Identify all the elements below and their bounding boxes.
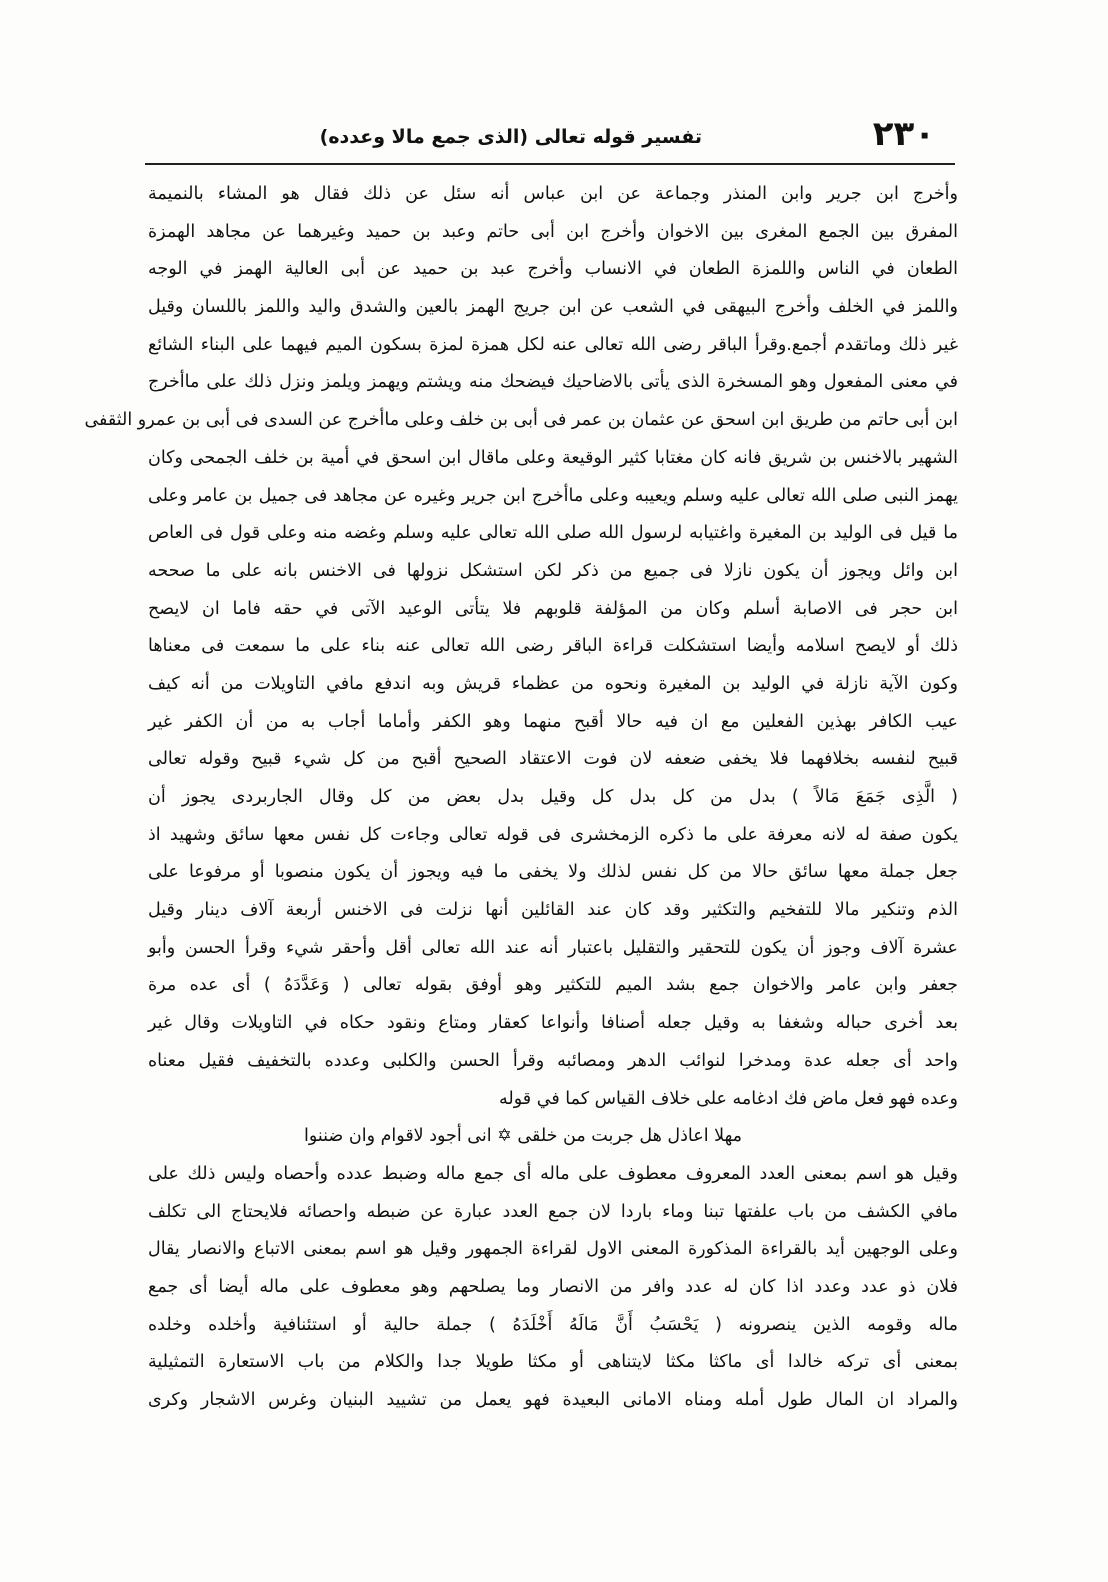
- text-line: والمراد ان المال طول أمله ومناه الامانى البعيدة فهو يعمل من تشييد البنيان وغرس الاشجار وكرى: [148, 1390, 958, 1410]
- text-line: عشرة آلاف وجوز أن يكون للتحقير والتقليل باعتبار أنه عند الله تعالى أقل وأحقر شيء وقرأ الحسن وأبو: [148, 937, 958, 958]
- text-line: الذم وتنكير مالا للتفخيم والتكثير وقد كان عند القائلين أنها نزلت فى الاخنس أربعة آلاف دينار وقيل: [148, 900, 958, 921]
- text-line: غير ذلك وماتقدم أجمع.وقرأ الباقر رضى الله تعالى عنه لكل همزة لمزة بسكون الميم فيهما على البناء الشائع: [148, 334, 958, 355]
- text-line: ابن حجر فى الاصابة أسلم وكان من المؤلفة قلوبهم فلا يتأتى الوعيد الآتى في حقه فاما ان لايصح: [148, 598, 958, 619]
- text-line: في معنى المفعول وهو المسخرة الذى يأتى بالاضاحيك فيضحك منه ويشتم ويهمز ويلمز ونزل ذلك على ماأخرج: [148, 372, 958, 393]
- text-line: وقيل هو اسم بمعنى العدد المعروف معطوف على ماله أى جمع ماله وضبط عدده وأحصاه وليس ذلك على: [148, 1163, 958, 1184]
- text-line: بمعنى أى تركه خالدا أى ماكثا مكثا لايتناهى أو مكثا طويلا جدا والكلام من باب الاستعارة التمثيلية: [148, 1352, 958, 1373]
- header-rule: [145, 163, 955, 165]
- text-line: وأخرج ابن جرير وابن المنذر وجماعة عن ابن عباس أنه سئل عن ذلك فقال هو المشاء بالنميمة: [148, 184, 958, 204]
- text-line: بعد أخرى حباله وشغفا به وقيل جعله أصنافا وأنواعا كعقار ومتاع ونقود حكاه في التاويلات وقال غير: [148, 1013, 958, 1034]
- page-header: [145, 112, 957, 162]
- text-line: مافي الكشف من باب علفتها تبنا وماء باردا لان جمع العدد عبارة عن ضبطه واحصائه فلايحتاج الى تكلف: [148, 1201, 958, 1222]
- text-line: ابن وائل ويجوز أن يكون نازلا فى جميع من ذكر لكن استشكل نزولها فى الاخنس بانه على ما صححه: [148, 560, 958, 581]
- text-line: فلان ذو عدد وعدد اذا كان له عدد وافر من الانصار وما يصلحهم وهو معطوف على ماله أيضا أى جمع: [148, 1276, 958, 1297]
- text-line: عيب الكافر بهذين الفعلين مع ان فيه حالا أقبح منهما وهو الكفر وأماما أجاب به من أن الكفر غير: [148, 711, 958, 732]
- text-line: الشهير بالاخنس بن شريق فانه كان مغتابا كثير الوقيعة وعلى ماقال ابن اسحق في أمية بن خلف الجمحى وكان: [148, 447, 958, 468]
- page-number: ٢٣٠: [872, 114, 935, 154]
- running-title: تفسير قوله تعالى (الذى جمع مالا وعدده): [319, 126, 702, 148]
- text-line: وكون الآية نازلة في الوليد بن المغيرة ونحوه من عظماء قريش وبه اندفع مافي التاويلات من أنه كيف: [148, 673, 958, 694]
- text-line: وعلى الوجهين أيد بالقراءة المذكورة المعنى الاول لقراءة الجمهور وقيل هو اسم بمعنى الاتباع والانصار يقال: [148, 1239, 958, 1260]
- text-line: جعل جملة معها سائق حالا من كل نفس لذلك ولا يخفى ما فيه ويجوز أن يكون منصوبا أو مرفوعا على: [148, 862, 958, 883]
- text-line: واللمز في الخلف وأخرج البيهقى في الشعب عن ابن جريج الهمز بالعين والشدق واليد واللمز باللسان وقيل: [148, 297, 958, 318]
- text-line: ابن أبى حاتم من طريق ابن اسحق عن عثمان بن عمر فى أبى بن خلف وعلى ماأخرج عن السدى فى أبى بن عمرو الثقفى: [84, 410, 958, 431]
- text-line: ما قيل فى الوليد بن المغيرة واغتيابه لرسول الله صلى الله تعالى عليه وسلم وغضه منه وعلى قول فى العاص: [148, 523, 958, 544]
- text-line: قبيح لنفسه بخلافهما فلا يخفى ضعفه لان فوت الاعتقاد الصحيح أقبح من كل شيء قبيح وقوله تعالى: [148, 749, 958, 770]
- text-line: وعده فهو فعل ماض فك ادغامه على خلاف القياس كما في قوله: [499, 1088, 958, 1109]
- text-line: الطعان في الناس واللمزة الطعان في الانساب وأخرج عبد بن حميد عن أبى العالية الهمز في الوجه: [148, 259, 958, 280]
- text-line: المفرق بين الجمع المغرى بين الاخوان وأخرج ابن أبى حاتم وعبد بن حميد وغيرهما عن مجاهد الهمزة: [148, 221, 958, 242]
- text-line: واحد أى جعله عدة ومدخرا لنوائب الدهر ومصائبه وقرأ الحسن والكلبى وعدده بالتخفيف فقيل معناه: [148, 1050, 958, 1071]
- page-body-text: [84, 176, 958, 1420]
- text-line: يهمز النبى صلى الله تعالى عليه وسلم ويعيبه وعلى ماأخرج ابن جرير وغيره عن مجاهد فى جميل بن عامر وعلى: [148, 485, 958, 506]
- text-line: ماله وقومه الذين ينصرونه ( يَحْسَبُ أَنَّ مَالَهُ أَخْلَدَهُ ) جملة حالية أو استئنافية وأخلده وخلده: [148, 1314, 958, 1335]
- text-line: جعفر وابن عامر والاخوان جمع بشد الميم للتكثير وهو أوفق بقوله تعالى ( وَعَدَّدَهُ ) أى عده مرة: [148, 975, 958, 996]
- text-line: ذلك أو لايصح اسلامه وأيضا استشكلت قراءة الباقر رضى الله تعالى عنه بناء على ما سمعت فى معناها: [148, 636, 958, 657]
- text-line: ( الَّذِى جَمَعَ مَالاً ) بدل من كل بدل كل وقيل بدل بعض من كل وقال الجاربردى يجوز أن: [148, 787, 958, 807]
- text-line: يكون صفة له لانه معرفة على ما ذكره الزمخشرى فى قوله تعالى وجاءت كل نفس معها سائق وشهيد اذ: [148, 824, 958, 845]
- verse-line: مهلا اعاذل هل جربت من خلقى ✡ انى أجود لاقوام وان ضننوا: [303, 1126, 743, 1147]
